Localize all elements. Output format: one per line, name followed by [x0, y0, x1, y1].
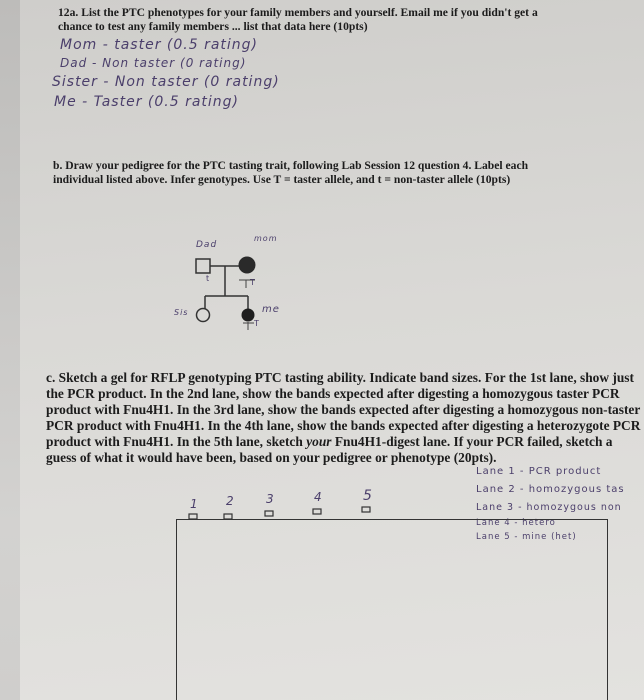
genotype-mom: T — [250, 278, 256, 287]
me-circle — [242, 309, 255, 322]
lane-number-2: 2 — [226, 494, 234, 508]
dad-square — [196, 259, 210, 273]
lane-note-2: Lane 2 - homozygous tas — [476, 484, 625, 495]
answer-dad: Dad - Non taster (0 rating) — [60, 56, 247, 70]
answer-me: Me - Taster (0.5 rating) — [54, 94, 240, 110]
question-b-line-1: b. Draw your pedigree for the PTC tasting trait, following Lab Session 12 question 4. Label each — [53, 159, 529, 172]
lane-number-3: 3 — [266, 492, 274, 506]
question-c-line-2: the PCR product. In the 2nd lane, show the bands expected after digesting a homozygous taster PCR — [46, 386, 620, 401]
sister-circle — [197, 309, 210, 322]
pedigree-label-me: me — [262, 304, 280, 315]
answer-mom: Mom - taster (0.5 rating) — [60, 37, 259, 53]
question-c-line-5-tail: Fnu4H1-digest lane. If your PCR failed, sketch a — [334, 434, 613, 449]
question-a-line-2: chance to test any family members ... list that data here (10pts) — [58, 20, 368, 33]
answer-sister: Sister - Non taster (0 rating) — [52, 74, 280, 90]
question-c-line-5-emph: your — [306, 434, 332, 449]
genotype-dad: t — [206, 274, 211, 283]
question-c-line-5-head: product with Fnu4H1. In the 5th lane, sketch — [46, 434, 303, 449]
mom-circle — [239, 257, 255, 273]
question-c-line-4: PCR product with Fnu4H1. In the 4th lane, show the bands expected after digesting a heterozygote PCR — [46, 418, 641, 433]
lane-note-3: Lane 3 - homozygous non — [476, 502, 622, 513]
lane-number-4: 4 — [314, 490, 322, 504]
lane-note-1: Lane 1 - PCR product — [476, 466, 602, 477]
question-a-line-1: 12a. List the PTC phenotypes for your family members and yourself. Email me if you didn't get a — [58, 6, 538, 19]
pedigree-label-dad: Dad — [196, 240, 218, 250]
question-c-line-6: guess of what it would have been, based on your pedigree or phenotype (20pts). — [46, 450, 497, 465]
gel-wells — [189, 507, 370, 519]
lane-note-4: Lane 4 - hetero — [476, 518, 556, 528]
lane-number-1: 1 — [190, 497, 198, 511]
question-c-line-3: product with Fnu4H1. In the 3rd lane, show the bands expected after digesting a homozygous non-taster — [46, 402, 641, 417]
lane-note-5: Lane 5 - mine (het) — [476, 532, 577, 542]
lane-number-5: 5 — [363, 488, 372, 504]
question-b-line-2: individual listed above. Infer genotypes. Use T = taster allele, and t = non-taster allele (10pts) — [53, 173, 511, 186]
question-c-line-5 — [46, 434, 612, 450]
genotype-me: T — [254, 319, 260, 328]
pedigree-label-sister: Sis — [174, 308, 189, 317]
gel-sketch-box — [176, 519, 608, 700]
pedigree-label-mom: mom — [254, 234, 278, 243]
question-c-line-1: c. Sketch a gel for RFLP genotyping PTC tasting ability. Indicate band sizes. For the 1st lane, show just — [46, 370, 634, 385]
